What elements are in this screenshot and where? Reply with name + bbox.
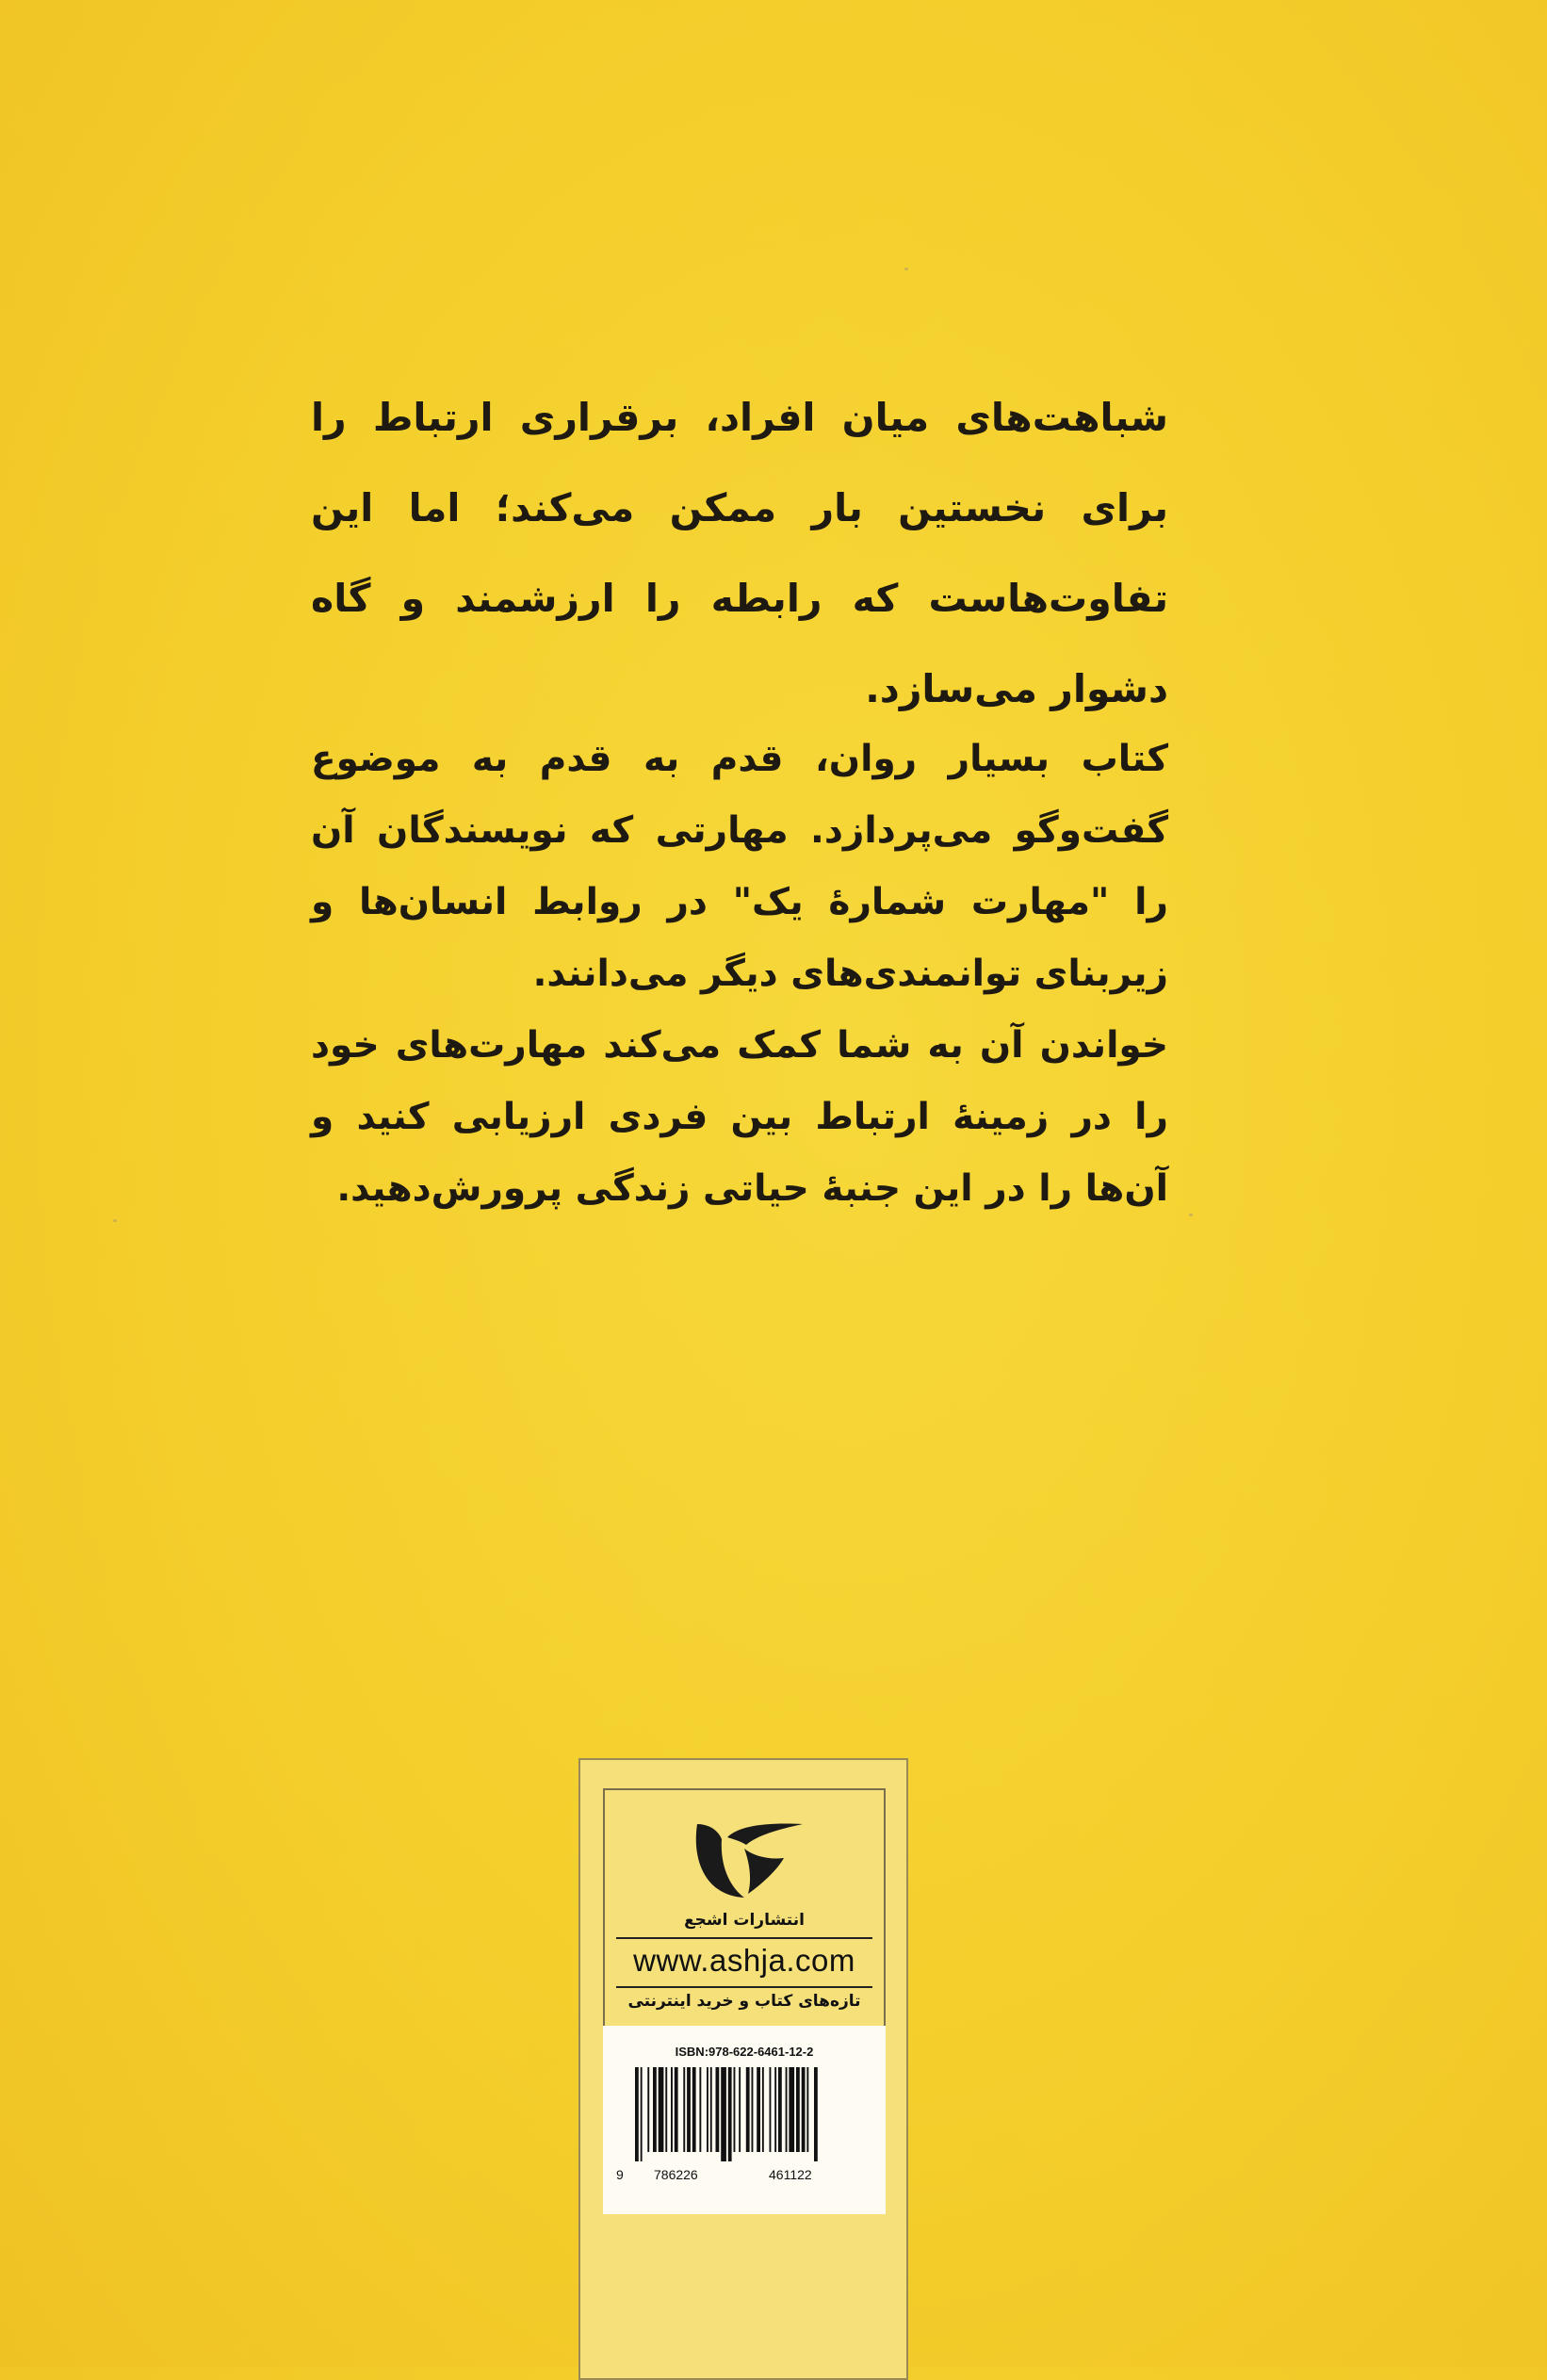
publisher-label-panel [578,1758,908,2380]
divider [616,1937,872,1939]
paper-speck [1189,1214,1193,1216]
barcode-box [603,2026,886,2214]
blurb-body [311,724,1168,1225]
paper-speck [113,1219,117,1222]
divider [616,1986,872,1988]
publisher-logo-box [603,1788,886,2035]
barcode-digits-left: 786226 [654,2167,698,2182]
barcode-digits-right: 461122 [769,2167,812,2182]
ashja-logo-icon [678,1805,810,1909]
barcode-icon [635,2067,871,2161]
paper-speck [904,268,908,270]
publisher-tagline: تازه‌های کتاب و خرید اینترنتی [627,1992,861,2011]
isbn-number: ISBN:978-622-6461-12-2 [675,2045,814,2059]
publisher-name: انتشارات اشجع [684,1911,805,1930]
blurb-paragraph-2: کتاب بسیار روان، قدم به قدم به موضوع گفت‌وگو می‌پردازد. مهارتی که نویسندگان آن را "مهارت شمارهٔ یک" در روابط انسان‌ها و زیربنای توانمندی‌های دیگر می‌دانند. [311,738,1168,995]
barcode-digit-prefix: 9 [616,2167,624,2182]
blurb-paragraph-3: خواندن آن به شما کمک می‌کند مهارت‌های خود را در زمینهٔ ارتباط بین فردی ارزیابی کنید و آن‌ها را در این جنبهٔ حیاتی زندگی پرورش‌دهید. [311,1024,1168,1210]
blurb-paragraph-1: شباهت‌های میان افراد، برقراری ارتباط را برای نخستین بار ممکن می‌کند؛ اما این تفاوت‌هاست که رابطه را ارزشمند و گاه دشوار می‌سازد. [311,395,1168,711]
publisher-website: www.ashja.com [633,1943,855,1978]
